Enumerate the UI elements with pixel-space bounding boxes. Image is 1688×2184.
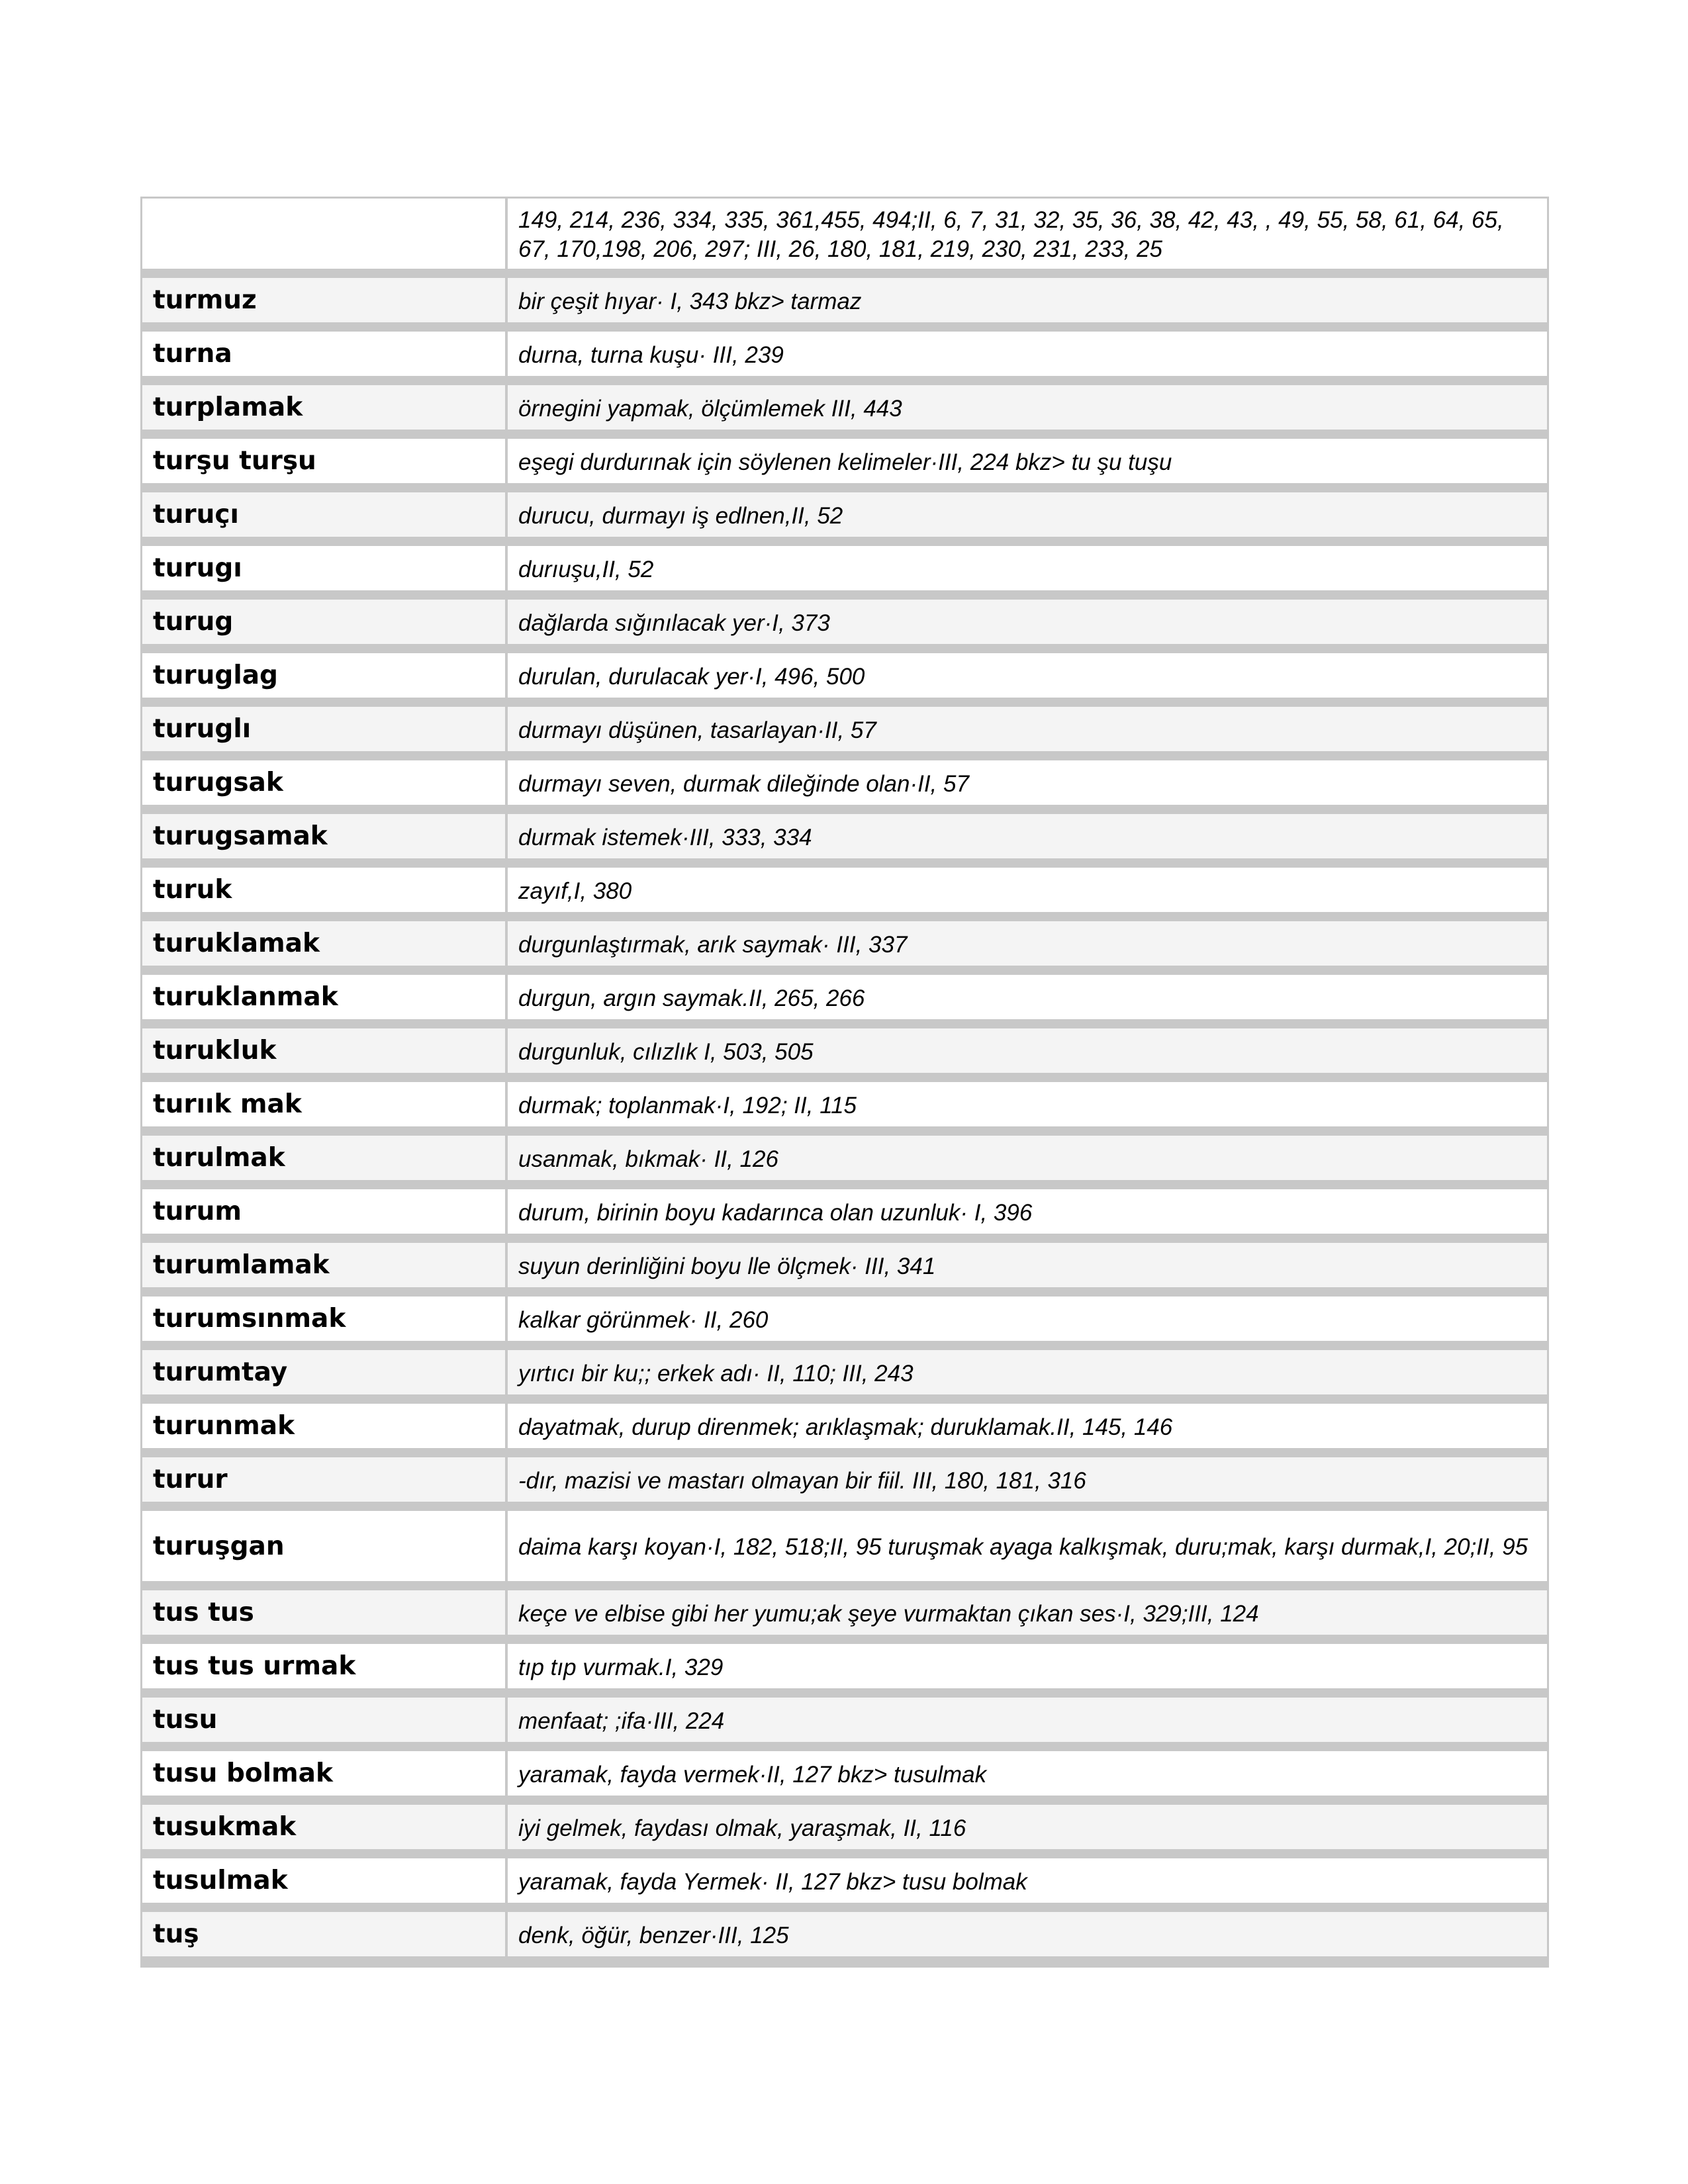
definition-cell: durmayı seven, durmak dileğinde olan·II, 57 [508, 760, 1547, 805]
definition-cell: denk, öğür, benzer·III, 125 [508, 1912, 1547, 1956]
definition-cell: durulan, durulacak yer·I, 496, 500 [508, 653, 1547, 698]
definition-cell: eşegi durdurınak için söylenen kelimeler·III, 224 bkz> tu şu tuşu [508, 439, 1547, 483]
term-cell: tusukmak [142, 1805, 505, 1849]
term-cell: turplamak [142, 385, 505, 430]
table-row [142, 921, 1547, 966]
term-cell: tuş [142, 1912, 505, 1956]
table-row [142, 1350, 1547, 1394]
definition-cell: durucu, durmayı iş edlnen,II, 52 [508, 492, 1547, 537]
table-row [142, 868, 1547, 912]
table-row [142, 1912, 1547, 1956]
definition-cell: menfaat; ;ifa·III, 224 [508, 1698, 1547, 1742]
definition-cell: usanmak, bıkmak· II, 126 [508, 1136, 1547, 1180]
term-cell: turukluk [142, 1028, 505, 1073]
definition-cell: dağlarda sığınılacak yer·I, 373 [508, 600, 1547, 644]
definition-cell: yaramak, fayda vermek·II, 127 bkz> tusulmak [508, 1751, 1547, 1796]
definition-cell: daima karşı koyan·I, 182, 518;II, 95 turuşmak ayaga kalkışmak, duru;mak, karşı durmak,I, 20;II, 95 [508, 1511, 1547, 1581]
definition-cell: yırtıcı bir ku;; erkek adı· II, 110; III, 243 [508, 1350, 1547, 1394]
table-row [142, 975, 1547, 1019]
table-row [142, 385, 1547, 430]
definition-cell: bir çeşit hıyar· I, 343 bkz> tarmaz [508, 278, 1547, 322]
table-row [142, 1698, 1547, 1742]
glossary-table [140, 197, 1549, 1968]
term-cell: turna [142, 332, 505, 376]
definition-cell: dayatmak, durup direnmek; arıklaşmak; duruklamak.II, 145, 146 [508, 1404, 1547, 1448]
table-row [142, 600, 1547, 644]
table-row [142, 1404, 1547, 1448]
term-cell: turugsak [142, 760, 505, 805]
term-cell: turuçı [142, 492, 505, 537]
table-row [142, 1751, 1547, 1796]
definition-cell: yaramak, fayda Yermek· II, 127 bkz> tusu bolmak [508, 1858, 1547, 1903]
definition-cell: suyun derinliğini boyu lle ölçmek· III, 341 [508, 1243, 1547, 1287]
table-row [142, 199, 1547, 269]
table-row [142, 1189, 1547, 1234]
definition-cell: kalkar görünmek· II, 260 [508, 1297, 1547, 1341]
table-row [142, 278, 1547, 322]
table-row [142, 492, 1547, 537]
table-row [142, 1243, 1547, 1287]
table-row [142, 653, 1547, 698]
term-cell: turugsamak [142, 814, 505, 858]
table-row [142, 1858, 1547, 1903]
definition-cell: durgun, argın saymak.II, 265, 266 [508, 975, 1547, 1019]
term-cell: turıık mak [142, 1082, 505, 1126]
definition-cell: durum, birinin boyu kadarınca olan uzunluk· I, 396 [508, 1189, 1547, 1234]
term-cell: turuklanmak [142, 975, 505, 1019]
definition-cell: 149, 214, 236, 334, 335, 361,455, 494;II, 6, 7, 31, 32, 35, 36, 38, 42, 43, , 49, 55, 58, 61, 64, 65, 67, 170,198, 206, 297; III, 26, 180, 181, 219, 230, 231, 233, 25 [508, 199, 1547, 269]
term-cell: turmuz [142, 278, 505, 322]
definition-cell: iyi gelmek, faydası olmak, yaraşmak, II, 116 [508, 1805, 1547, 1849]
definition-cell: durna, turna kuşu· III, 239 [508, 332, 1547, 376]
definition-cell: zayıf,I, 380 [508, 868, 1547, 912]
table-row [142, 1136, 1547, 1180]
term-cell: turuglı [142, 707, 505, 751]
definition-cell: tıp tıp vurmak.I, 329 [508, 1644, 1547, 1688]
table-row [142, 1082, 1547, 1126]
term-cell: tusu [142, 1698, 505, 1742]
definition-cell: durıuşu,II, 52 [508, 546, 1547, 590]
term-cell: turuk [142, 868, 505, 912]
definition-cell: keçe ve elbise gibi her yumu;ak şeye vurmaktan çıkan ses·I, 329;III, 124 [508, 1590, 1547, 1635]
definition-cell: -dır, mazisi ve mastarı olmayan bir fiil. III, 180, 181, 316 [508, 1457, 1547, 1502]
table-row [142, 1511, 1547, 1581]
term-cell: turunmak [142, 1404, 505, 1448]
term-cell: turug [142, 600, 505, 644]
term-cell: turşu turşu [142, 439, 505, 483]
table-row [142, 814, 1547, 858]
term-cell: turum [142, 1189, 505, 1234]
term-cell: turur [142, 1457, 505, 1502]
term-cell [142, 199, 505, 269]
term-cell: tus tus [142, 1590, 505, 1635]
term-cell: tusu bolmak [142, 1751, 505, 1796]
term-cell: tusulmak [142, 1858, 505, 1903]
table-row [142, 439, 1547, 483]
term-cell: turumlamak [142, 1243, 505, 1287]
table-row [142, 1457, 1547, 1502]
term-cell: turuşgan [142, 1511, 505, 1581]
table-row [142, 707, 1547, 751]
table-row [142, 1644, 1547, 1688]
definition-cell: durmak; toplanmak·I, 192; II, 115 [508, 1082, 1547, 1126]
term-cell: turugı [142, 546, 505, 590]
definition-cell: durmak istemek·III, 333, 334 [508, 814, 1547, 858]
table-row [142, 1590, 1547, 1635]
term-cell: turulmak [142, 1136, 505, 1180]
definition-cell: durmayı düşünen, tasarlayan·II, 57 [508, 707, 1547, 751]
term-cell: tus tus urmak [142, 1644, 505, 1688]
term-cell: turumtay [142, 1350, 505, 1394]
table-row [142, 1028, 1547, 1073]
table-row [142, 1805, 1547, 1849]
definition-cell: örnegini yapmak, ölçümlemek III, 443 [508, 385, 1547, 430]
table-row [142, 1297, 1547, 1341]
table-row [142, 546, 1547, 590]
table-row [142, 760, 1547, 805]
definition-cell: durgunluk, cılızlık I, 503, 505 [508, 1028, 1547, 1073]
definition-cell: durgunlaştırmak, arık saymak· III, 337 [508, 921, 1547, 966]
term-cell: turumsınmak [142, 1297, 505, 1341]
term-cell: turuklamak [142, 921, 505, 966]
table-row [142, 332, 1547, 376]
term-cell: turuglag [142, 653, 505, 698]
